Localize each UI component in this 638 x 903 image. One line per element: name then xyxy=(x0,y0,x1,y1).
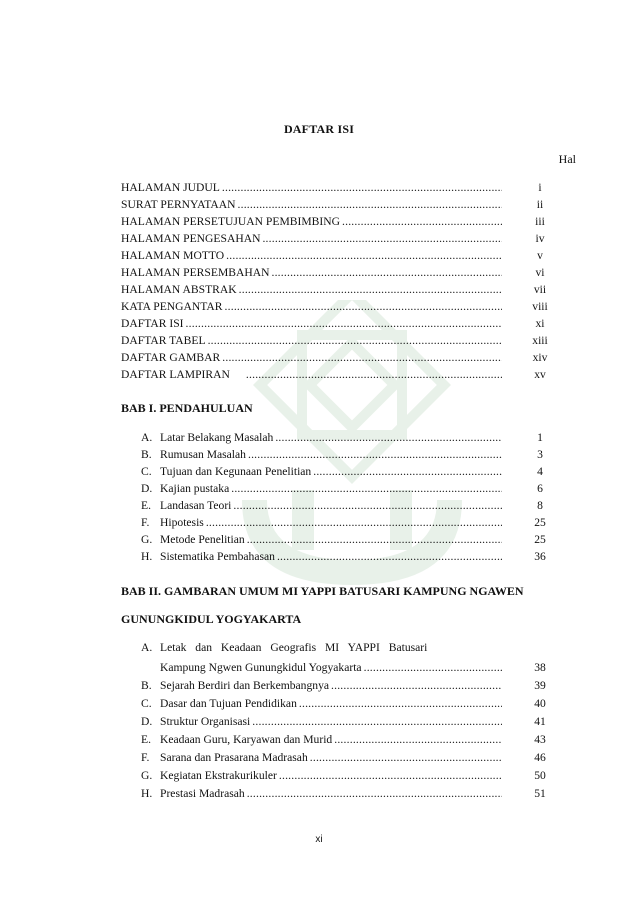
toc-entry[interactable]: H. Prestasi Madrasah ..... 51 xyxy=(141,785,576,802)
leader-dots xyxy=(299,695,502,712)
leader-dots xyxy=(226,247,502,264)
leader-dots xyxy=(342,213,502,230)
page-number: i xyxy=(538,181,542,194)
toc-entry[interactable]: C. Tujuan dan Kegunaan Penelitian ..... 4 xyxy=(141,463,576,480)
leader-dots xyxy=(225,298,502,315)
leader-dots xyxy=(239,281,502,298)
toc-entry[interactable]: H. Sistematika Pembahasan ..... 36 xyxy=(141,548,576,565)
toc-entry[interactable]: E. Keadaan Guru, Karyawan dan Murid ..... 43 xyxy=(141,731,576,748)
page-number: 25 xyxy=(534,516,546,529)
leader-dots xyxy=(277,548,502,565)
page-number: 6 xyxy=(537,482,543,495)
page-number: 40 xyxy=(534,697,546,710)
leader-dots xyxy=(186,315,502,332)
toc-entry[interactable]: HALAMAN PERSEMBAHAN ..... vi xyxy=(121,264,576,281)
leader-dots xyxy=(246,366,502,383)
toc-entry[interactable]: F. Sarana dan Prasarana Madrasah ..... 46 xyxy=(141,749,576,766)
leader-dots xyxy=(247,531,502,548)
page-number: v xyxy=(537,249,543,262)
leader-dots xyxy=(247,785,502,802)
page-number: xv xyxy=(534,368,546,381)
toc-entry[interactable]: HALAMAN JUDUL ..... i xyxy=(121,179,576,196)
leader-dots xyxy=(231,480,502,497)
footer-page-number: xi xyxy=(315,834,323,845)
chapter-heading-bab2-continued: GUNUNGKIDUL YOGYAKARTA xyxy=(121,612,302,626)
page-number: vi xyxy=(535,266,545,279)
page-number: 50 xyxy=(534,769,546,782)
toc-entry[interactable]: B. Sejarah Berdiri dan Berkembangnya ..... 39 xyxy=(141,677,576,694)
page-number: 51 xyxy=(534,787,546,800)
page-number: 25 xyxy=(534,533,546,546)
toc-entry[interactable]: C. Dasar dan Tujuan Pendidikan ..... 40 xyxy=(141,695,576,712)
leader-dots xyxy=(275,429,502,446)
toc-entry[interactable]: G. Kegiatan Ekstrakurikuler ..... 50 xyxy=(141,767,576,784)
toc-entry[interactable]: HALAMAN PERSETUJUAN PEMBIMBING ..... iii xyxy=(121,213,576,230)
toc-entry[interactable]: HALAMAN PENGESAHAN ..... iv xyxy=(121,230,576,247)
toc-entry[interactable]: DAFTAR LAMPIRAN ..... xv xyxy=(121,366,576,383)
chapter-heading-bab2[interactable]: BAB II. GAMBARAN UMUM MI YAPPI BATUSARI KAMPUNG NGAWEN xyxy=(121,584,524,598)
page-number: 43 xyxy=(534,733,546,746)
page-number: xiii xyxy=(532,334,548,347)
toc-entry[interactable]: DAFTAR GAMBAR ..... xiv xyxy=(121,349,576,366)
toc-entry[interactable]: KATA PENGANTAR ..... viii xyxy=(121,298,576,315)
toc-entry[interactable]: A. Latar Belakang Masalah ..... 1 xyxy=(141,429,576,446)
leader-dots xyxy=(222,179,502,196)
toc-entry[interactable]: SURAT PERNYATAAN ..... ii xyxy=(121,196,576,213)
toc-entry[interactable]: Kampung Ngwen Gunungkidul Yogyakarta ..... 38 xyxy=(141,659,576,676)
toc-entry[interactable]: HALAMAN MOTTO ..... v xyxy=(121,247,576,264)
page-number: 3 xyxy=(537,448,543,461)
leader-dots xyxy=(262,230,502,247)
leader-dots xyxy=(271,264,502,281)
leader-dots xyxy=(334,731,502,748)
leader-dots xyxy=(206,514,502,531)
toc-entry[interactable]: DAFTAR TABEL ..... xiii xyxy=(121,332,576,349)
toc-entry[interactable]: DAFTAR ISI ..... xi xyxy=(121,315,576,332)
page-number: 38 xyxy=(534,661,546,674)
chapter-heading-bab1[interactable]: BAB I. PENDAHULUAN xyxy=(121,401,253,415)
toc-entry[interactable]: F. Hipotesis ..... 25 xyxy=(141,514,576,531)
toc-entry[interactable]: D. Struktur Organisasi ..... 41 xyxy=(141,713,576,730)
page-column-header: Hal xyxy=(558,152,576,166)
leader-dots xyxy=(222,349,502,366)
toc-entry[interactable]: G. Metode Penelitian ..... 25 xyxy=(141,531,576,548)
leader-dots xyxy=(364,659,502,676)
page-number: iv xyxy=(535,232,545,245)
leader-dots xyxy=(313,463,502,480)
leader-dots xyxy=(331,677,502,694)
page-number: iii xyxy=(535,215,545,228)
leader-dots xyxy=(252,713,502,730)
leader-dots xyxy=(233,497,502,514)
page-number: 4 xyxy=(537,465,543,478)
toc-entry[interactable]: B. Rumusan Masalah ..... 3 xyxy=(141,446,576,463)
leader-dots xyxy=(238,196,503,213)
page-number: ii xyxy=(536,198,544,211)
page-number: 46 xyxy=(534,751,546,764)
leader-dots xyxy=(248,446,502,463)
page-number: vii xyxy=(533,283,547,296)
leader-dots xyxy=(279,767,502,784)
page-number: 41 xyxy=(534,715,546,728)
page-number: 36 xyxy=(534,550,546,563)
page-title: DAFTAR ISI xyxy=(283,122,355,136)
leader-dots xyxy=(208,332,502,349)
page-number: xiv xyxy=(532,351,548,364)
page-number: 8 xyxy=(537,499,543,512)
toc-entry[interactable]: D. Kajian pustaka ..... 6 xyxy=(141,480,576,497)
toc-entry-multiline-first-line[interactable]: A. Letak dan Keadaan Geografis MI YAPPI Batusari xyxy=(141,641,428,654)
toc-entry[interactable]: E. Landasan Teori ..... 8 xyxy=(141,497,576,514)
leader-dots xyxy=(310,749,502,766)
toc-entry[interactable]: HALAMAN ABSTRAK ..... vii xyxy=(121,281,576,298)
page-number: 39 xyxy=(534,679,546,692)
page-number: xi xyxy=(535,317,545,330)
page-number: viii xyxy=(532,300,548,313)
page-number: 1 xyxy=(537,431,543,444)
